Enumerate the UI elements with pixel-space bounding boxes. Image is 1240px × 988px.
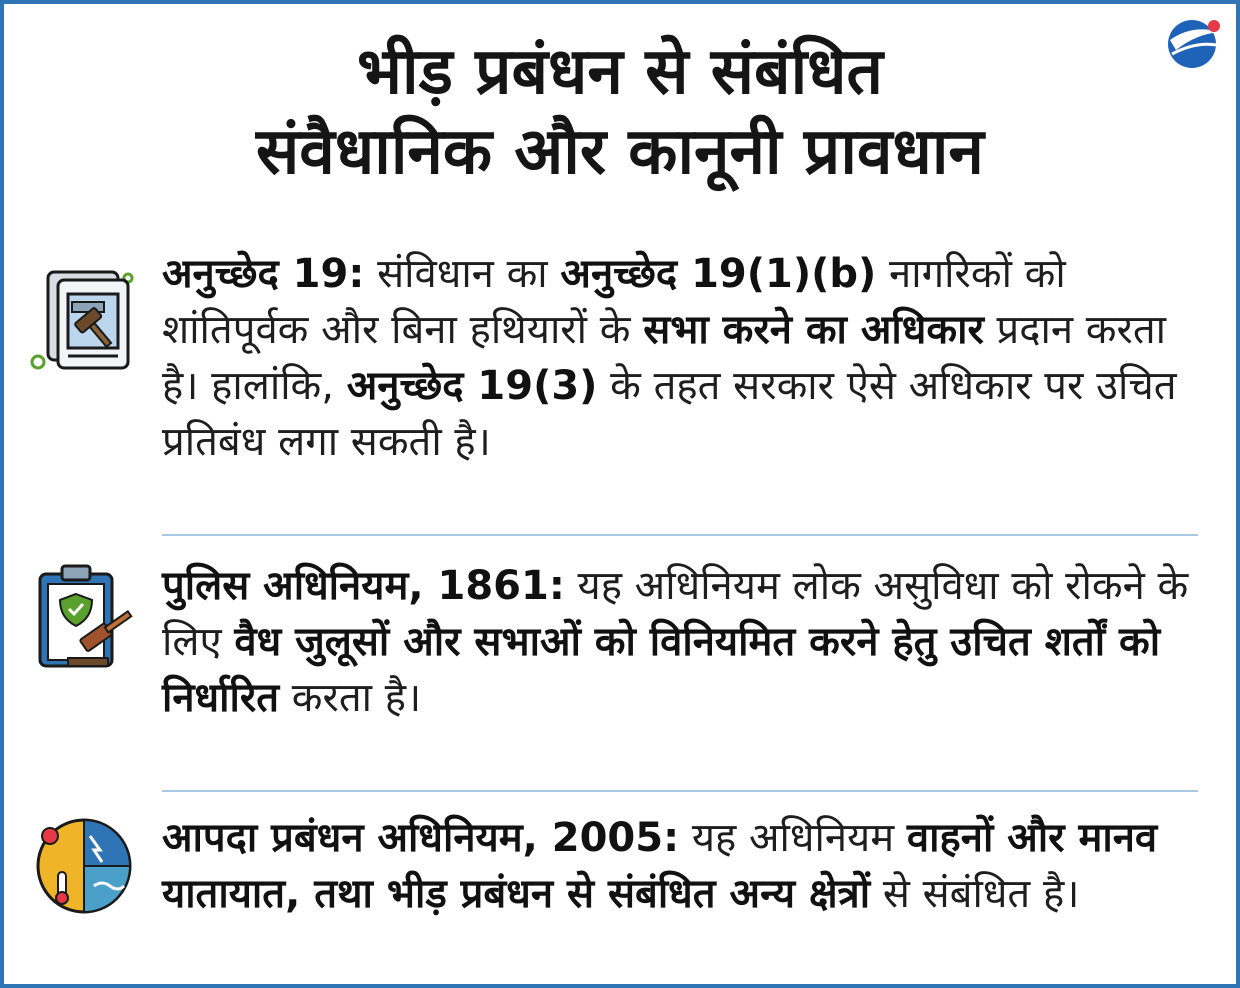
clipboard-shield-gavel-icon [28,562,140,674]
section-divider [162,534,1198,536]
traffic-and-crowd: वाहनों और मानव यातायात, तथा भीड़ प्रबंधन से संबंधित अन्य क्षेत्रों [162,815,1158,917]
page-title [0,32,1240,192]
right-to-assemble: सभा करने का अधिकार [643,307,984,353]
text-span: करता है। [279,675,422,721]
section-police-act-text [162,558,1200,726]
regulate-processions: वैध जुलूसों और सभाओं को विनियमित करने हेतु उचित शर्तों को निर्धारित [162,619,1161,721]
article-19-1-b: अनुच्छेद 19(1)(b) [560,251,877,297]
text-span: से संबंधित है। [870,871,1080,917]
section-article-19-text [162,246,1200,470]
section-divider [162,790,1198,792]
text-span: यह अधिनियम लोक असुविधा को रोकने के लिए [162,563,1189,665]
legal-document-gavel-icon [28,258,140,370]
text-span: संविधान का [364,251,561,297]
disaster-act-heading: आपदा प्रबंधन अधिनियम, 2005: [162,815,680,861]
text-span: प्रदान करता है। हालांकि, [162,307,1167,409]
text-span: के तहत सरकार ऐसे अधिकार पर उचित प्रतिबंध लगा सकती है। [162,363,1177,465]
text-span: नागरिकों को शांतिपूर्वक और बिना हथियारों के [162,251,1066,353]
article-19-heading: अनुच्छेद 19: [162,251,365,297]
article-19-3: अनुच्छेद 19(3) [346,363,598,409]
text-span: यह अधिनियम [679,815,907,861]
section-disaster-act-text [162,810,1200,922]
title-line-2: संवैधानिक और कानूनी प्रावधान [256,115,984,189]
police-act-heading: पुलिस अधिनियम, 1861: [162,563,565,609]
title-line-1: भीड़ प्रबंधन से संबंधित [357,35,883,109]
disaster-globe-icon [28,810,140,922]
